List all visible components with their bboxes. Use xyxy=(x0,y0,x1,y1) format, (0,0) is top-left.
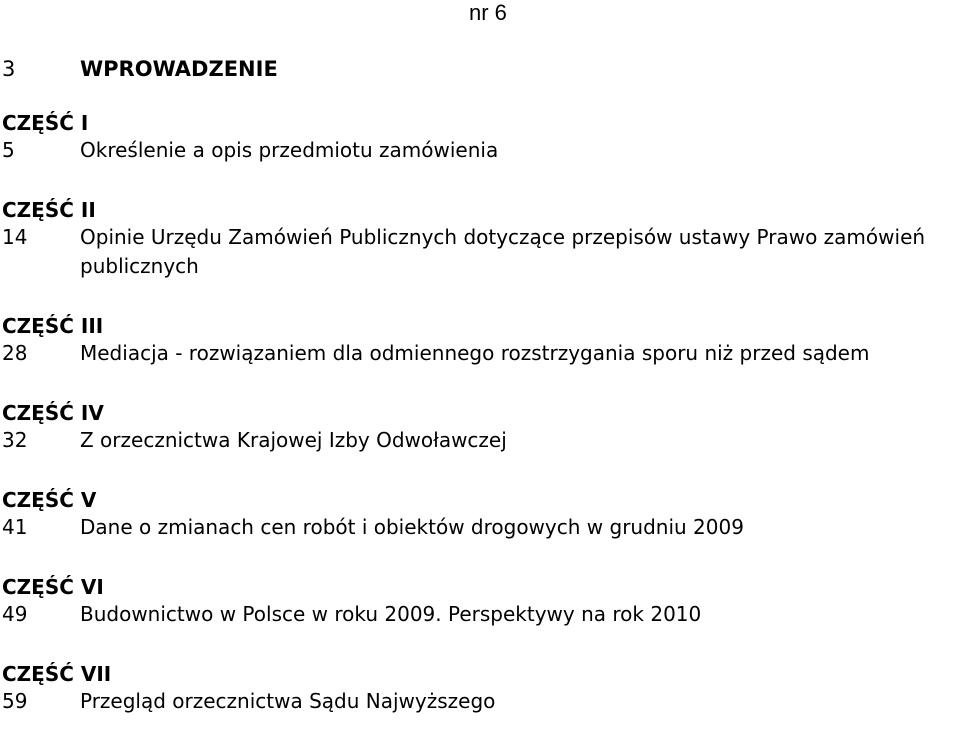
issue-number: nr 6 xyxy=(469,0,507,25)
toc-page-number: 59 xyxy=(2,689,28,713)
toc-entry-title: Opinie Urzędu Zamówień Publicznych dotyczące przepisów ustawy Prawo zamówień publicznych xyxy=(80,225,926,278)
toc-entry xyxy=(2,339,952,368)
table-of-contents xyxy=(2,110,952,716)
toc-entry xyxy=(2,513,952,542)
toc-page-number: 14 xyxy=(2,225,28,249)
part-section xyxy=(2,487,952,542)
intro-entry xyxy=(2,57,278,81)
toc-entry-title: Dane o zmianach cen robót i obiektów drogowych w grudniu 2009 xyxy=(80,515,744,539)
toc-page-number: 49 xyxy=(2,602,28,626)
part-section xyxy=(2,197,952,281)
toc-page-number: 5 xyxy=(2,138,15,162)
toc-entry xyxy=(2,223,952,281)
intro-page-number: 3 xyxy=(2,57,16,81)
toc-entry-title: Określenie a opis przedmiotu zamówienia xyxy=(80,138,499,162)
part-heading: CZĘŚĆ V xyxy=(2,488,97,512)
part-heading: CZĘŚĆ VII xyxy=(2,662,112,686)
toc-page-number: 32 xyxy=(2,428,28,452)
part-section xyxy=(2,661,952,716)
part-heading: CZĘŚĆ I xyxy=(2,111,89,135)
part-section xyxy=(2,574,952,629)
toc-entry-title: Z orzecznictwa Krajowej Izby Odwoławczej xyxy=(80,428,507,452)
toc-entry xyxy=(2,687,952,716)
toc-entry-title: Mediacja - rozwiązaniem dla odmiennego rozstrzygania sporu niż przed sądem xyxy=(80,341,870,365)
toc-entry xyxy=(2,426,952,455)
toc-entry-title: Przegląd orzecznictwa Sądu Najwyższego xyxy=(80,689,496,713)
part-section xyxy=(2,313,952,368)
intro-title: WPROWADZENIE xyxy=(80,57,278,81)
part-heading: CZĘŚĆ III xyxy=(2,314,104,338)
part-heading: CZĘŚĆ II xyxy=(2,198,96,222)
part-heading: CZĘŚĆ IV xyxy=(2,401,104,425)
part-section xyxy=(2,400,952,455)
toc-page-number: 41 xyxy=(2,515,28,539)
part-heading: CZĘŚĆ VI xyxy=(2,575,104,599)
toc-entry-title: Budownictwo w Polsce w roku 2009. Perspektywy na rok 2010 xyxy=(80,602,702,626)
part-section xyxy=(2,110,952,165)
toc-entry xyxy=(2,600,952,629)
toc-entry xyxy=(2,136,952,165)
toc-page-number: 28 xyxy=(2,341,28,365)
